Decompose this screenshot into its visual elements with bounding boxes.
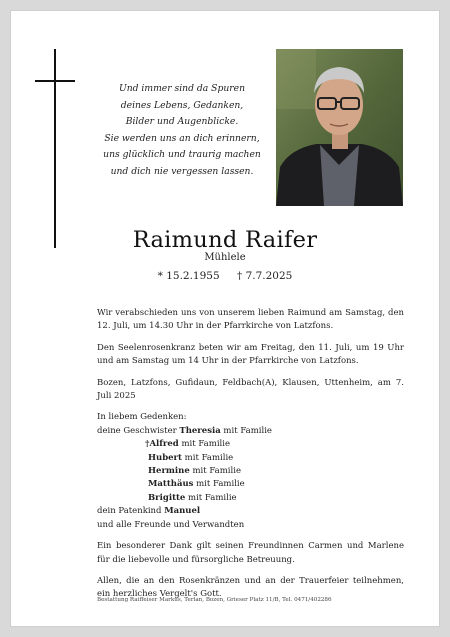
godchild-name: Manuel: [164, 506, 201, 517]
death-date: † 7.7.2025: [237, 270, 293, 282]
sibling-line: [97, 492, 404, 505]
sibling-suffix: mit Familie: [181, 439, 230, 450]
sibling-name: Theresia: [179, 425, 221, 436]
sibling-suffix: mit Familie: [192, 466, 241, 477]
place-date-paragraph: Bozen, Latzfons, Gufidaun, Feldbach(A), Klausen, Uttenheim, am 7. Juli 2025: [97, 377, 404, 402]
sibling-suffix: mit Familie: [184, 452, 234, 463]
sibling-line: [97, 465, 404, 478]
poem-line: Und immer sind da Spuren: [118, 83, 246, 94]
rosary-paragraph: Den Seelenrosenkranz beten wir am Freitag, den 11. Juli, um 19 Uhr und am Samstag um 14 Uhr in der Pfarrkirche von Latzfons.: [97, 342, 404, 367]
sibling-name: Brigitte: [148, 492, 186, 503]
sibling-line: [97, 438, 404, 451]
sibling-line: [97, 425, 404, 438]
poem-line: deines Lebens, Gedanken,: [120, 99, 244, 111]
cross-icon: [54, 49, 56, 248]
mourners-intro: In liebem Gedenken:: [97, 412, 187, 423]
poem-line: Bilder und Augenblicke.: [125, 116, 239, 127]
funeral-home-footer: Bestattung Raiffeiser Markus, Terlan, Bozen, Grieser Platz 11/B, Tel. 0471/402286: [97, 597, 332, 603]
portrait-photo: [276, 49, 403, 206]
sibling-suffix: mit Familie: [223, 425, 272, 436]
siblings-prefix: deine Geschwister: [97, 425, 177, 436]
poem-line: Sie werden uns an dich erinnern,: [104, 132, 260, 144]
memorial-poem: [96, 81, 268, 180]
deceased-name: Raimund Raifer: [132, 227, 318, 253]
mourners-list: [97, 411, 404, 532]
sibling-name: Matthäus: [148, 479, 194, 490]
sibling-line: [97, 452, 404, 465]
sibling-suffix: mit Familie: [188, 492, 237, 503]
birth-date: * 15.2.1955: [157, 270, 220, 282]
sibling-name: Hubert: [148, 452, 182, 463]
obituary-text: [97, 307, 404, 610]
godchild-prefix: dein Patenkind: [97, 506, 162, 517]
thanks-paragraph: Allen, die an den Rosenkränzen und an der Trauerfeier teilnehmen, ein herzliches Vergelt's Gott.: [97, 575, 404, 600]
life-dates: [51, 270, 399, 282]
poem-line: uns glücklich und traurig machen: [103, 149, 261, 160]
sibling-suffix: mit Familie: [196, 479, 245, 490]
friends-line: und alle Freunde und Verwandten: [97, 519, 245, 530]
obituary-card: [11, 11, 439, 626]
funeral-paragraph: Wir verabschieden uns von unserem lieben Raimund am Samstag, den 12. Juli, um 14.30 Uhr in der Pfarrkirche von Latzfons.: [97, 308, 404, 332]
sibling-line: [97, 478, 404, 491]
deceased-place: Mühlele: [204, 252, 246, 263]
cross-icon-bar: [35, 80, 75, 82]
sibling-name: †Alfred: [145, 439, 179, 450]
sibling-name: Hermine: [148, 466, 190, 477]
thanks-paragraph: Ein besonderer Dank gilt seinen Freundinnen Carmen und Marlene für die liebevolle und fürsorgliche Betreuung.: [97, 541, 404, 565]
godchild-line: [97, 505, 404, 518]
poem-line: und dich nie vergessen lassen.: [110, 165, 254, 177]
